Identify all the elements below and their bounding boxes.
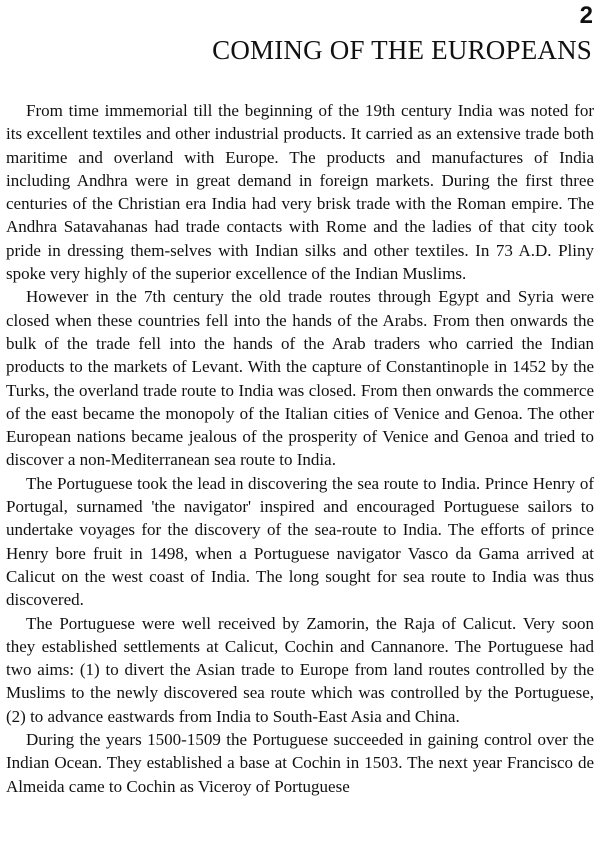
paragraph-2: However in the 7th century the old trade routes through Egypt and Syria were closed when these countries fell into the hands of the Arabs. From then onwards the bulk of the trade fell into the hands of the Arab traders who carried the Indian products to the markets of Levant. With the capture of Constantinople in 1452 by the Turks, the overland trade route to India was closed. From then onwards the commerce of the east became the monopoly of the Italian cities of Venice and Genoa. The other European nations became jealous of the prosperity of Venice and Genoa and tried to discover a non-Mediterranean sea route to India. xyxy=(6,287,594,470)
paragraph-4: The Portuguese were well received by Zamorin, the Raja of Calicut. Very soon they established settlements at Calicut, Cochin and Cannanore. The Portuguese had two aims: (1) to divert the Asian trade to Europe from land routes controlled by the Muslims to the newly discovered sea route which was controlled by the Portuguese, (2) to advance eastwards from India to South-East Asia and China. xyxy=(6,613,594,726)
chapter-number: 2 xyxy=(579,2,593,29)
chapter-body xyxy=(6,99,594,798)
chapter-title: COMING OF THE EUROPEANS xyxy=(212,35,592,65)
paragraph-5: During the years 1500-1509 the Portuguese succeeded in gaining control over the Indian Ocean. They established a base at Cochin in 1503. The next year Francisco de Almeida came to Cochin as Viceroy of Portuguese xyxy=(6,730,594,796)
paragraph-3: The Portuguese took the lead in discovering the sea route to India. Prince Henry of Portugal, surnamed 'the navigator' inspired and encouraged Portuguese sailors to undertake voyages for the discovery of the sea-route to India. The efforts of prince Henry bore fruit in 1498, when a Portuguese navigator Vasco da Gama arrived at Calicut on the west coast of India. The long sought for sea route to India was thus discovered. xyxy=(6,473,594,610)
paragraph-1: From time immemorial till the beginning of the 19th century India was noted for its excellent textiles and other industrial products. It carried as an extensive trade both maritime and overland with Europe. The products and manufactures of India including Andhra were in great demand in foreign markets. During the first three centuries of the Christian era India had very brisk trade with the Roman empire. The Andhra Satavahanas had trade contacts with Rome and the ladies of that city took pride in dressing them-selves with Indian silks and other textiles. In 73 A.D. Pliny spoke very highly of the superior excellence of the Indian Muslims. xyxy=(6,101,594,284)
